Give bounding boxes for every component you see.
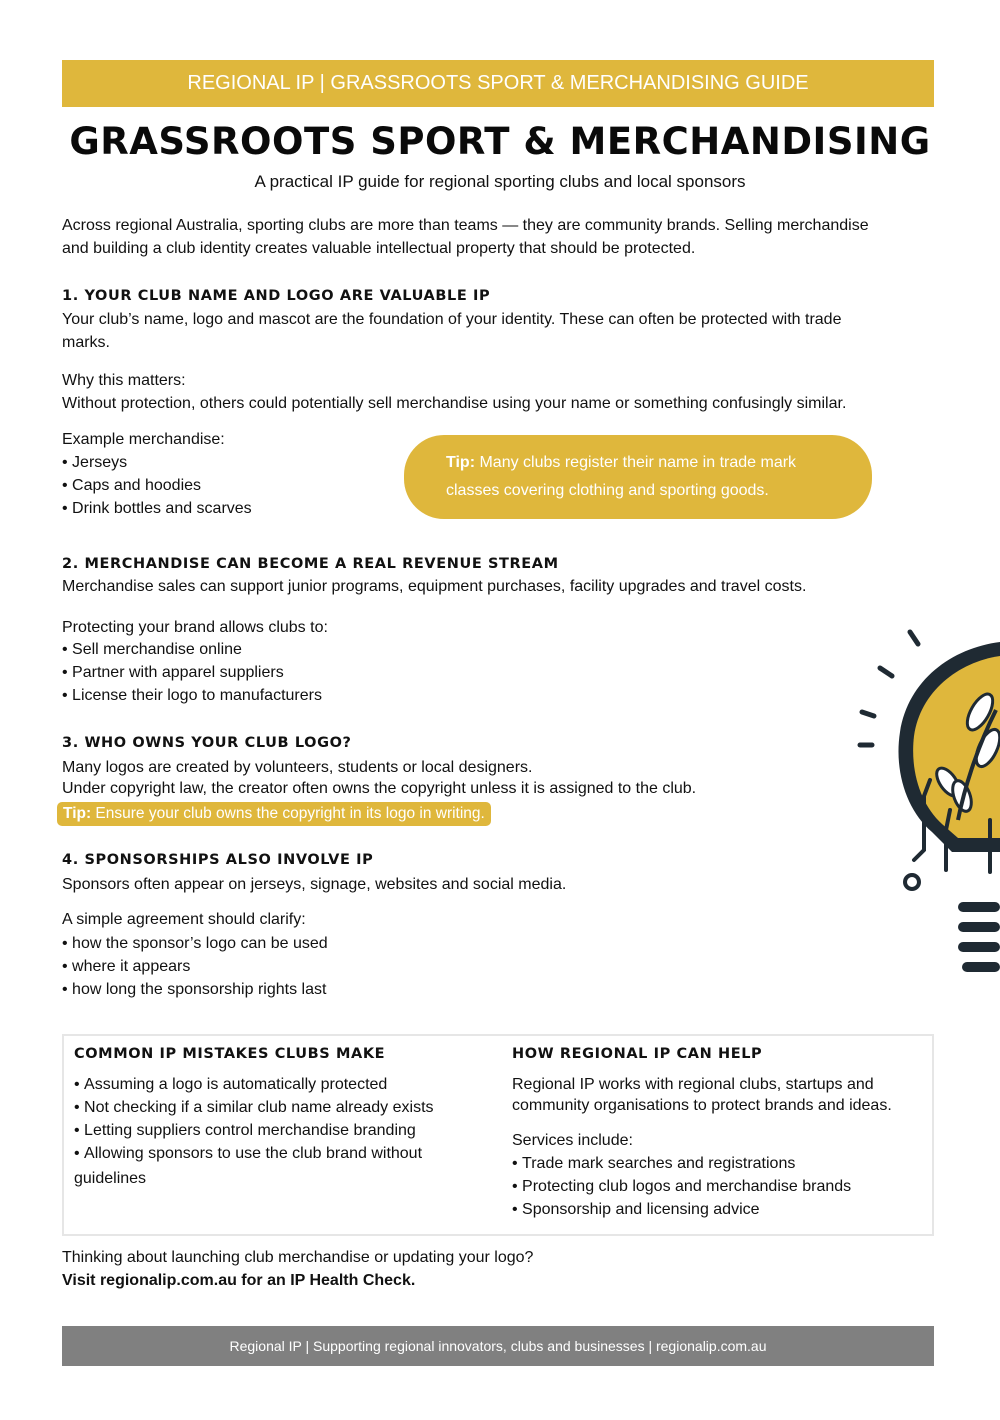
section-4-heading: 4. SPONSORSHIPS ALSO INVOLVE IP — [62, 852, 374, 868]
section-3-line-1: Many logos are created by volunteers, students or local designers. — [62, 759, 533, 776]
list-item: • Not checking if a similar club name already exists — [74, 1096, 434, 1119]
merch-examples-list — [62, 451, 252, 520]
list-item: • where it appears — [62, 955, 328, 978]
cta-link-text[interactable]: Visit regionalip.com.au for an IP Health Check. — [62, 1272, 416, 1289]
mistakes-item-tail: guidelines — [74, 1170, 147, 1187]
section-3-line-2: Under copyright law, the creator often owns the copyright unless it is assigned to the club. — [62, 780, 697, 797]
list-item: • Allowing sponsors to use the club brand without — [74, 1142, 434, 1165]
list-item: • Caps and hoodies — [62, 474, 252, 497]
services-list — [512, 1152, 851, 1221]
copyright-tip — [57, 802, 491, 826]
why-text: Without protection, others could potentially sell merchandise using your name or something confusingly similar. — [62, 395, 847, 412]
list-item: • Letting suppliers control merchandise branding — [74, 1119, 434, 1142]
list-item: • Drink bottles and scarves — [62, 497, 252, 520]
list-item: • how the sponsor’s logo can be used — [62, 932, 328, 955]
services-label: Services include: — [512, 1132, 633, 1149]
tip-label: Tip: — [446, 454, 476, 471]
tip-text-2: classes covering clothing and sporting goods. — [446, 482, 769, 499]
list-item: • how long the sponsorship rights last — [62, 978, 328, 1001]
section-1-body-2: marks. — [62, 334, 110, 351]
footer-bar: Regional IP | Supporting regional innovators, clubs and businesses | regionalip.com.au — [62, 1326, 934, 1366]
list-item: • Assuming a logo is automatically protected — [74, 1073, 434, 1096]
example-label: Example merchandise: — [62, 431, 225, 448]
page-subtitle: A practical IP guide for regional sporting clubs and local sponsors — [254, 172, 746, 191]
brand-benefits-list — [62, 638, 322, 707]
cta-question: Thinking about launching club merchandise or updating your logo? — [62, 1249, 534, 1266]
page-title: GRASSROOTS SPORT & MERCHANDISING — [69, 120, 931, 163]
list-item: • Sponsorship and licensing advice — [512, 1198, 851, 1221]
list-item: • Jerseys — [62, 451, 252, 474]
tip-text: Ensure your club owns the copyright in its logo in writing. — [91, 805, 485, 822]
intro-line-2: and building a club identity creates valuable intellectual property that should be protected. — [62, 240, 696, 257]
list-item: • Protecting club logos and merchandise brands — [512, 1175, 851, 1198]
mistakes-list — [74, 1073, 434, 1165]
list-item: • Partner with apparel suppliers — [62, 661, 322, 684]
info-box — [62, 1034, 934, 1236]
section-2-body: Merchandise sales can support junior programs, equipment purchases, facility upgrades and travel costs. — [62, 578, 807, 595]
mistakes-heading: COMMON IP MISTAKES CLUBS MAKE — [74, 1046, 386, 1062]
intro-line-1: Across regional Australia, sporting clubs are more than teams — they are community brands. Selling merchandise — [62, 217, 869, 234]
trade-mark-tip — [404, 435, 872, 519]
help-body-2: community organisations to protect brands and ideas. — [512, 1097, 892, 1114]
lightbulb-leaf-icon — [840, 620, 1000, 1000]
sponsor-agreement-list — [62, 932, 328, 1001]
section-2-list-label: Protecting your brand allows clubs to: — [62, 619, 328, 636]
help-body-1: Regional IP works with regional clubs, startups and — [512, 1076, 874, 1093]
section-2-heading: 2. MERCHANDISE CAN BECOME A REAL REVENUE STREAM — [62, 556, 559, 572]
list-item: • Sell merchandise online — [62, 638, 322, 661]
help-heading: HOW REGIONAL IP CAN HELP — [512, 1046, 763, 1062]
section-1-heading: 1. YOUR CLUB NAME AND LOGO ARE VALUABLE IP — [62, 288, 491, 304]
tip-label: Tip: — [63, 805, 92, 822]
header-banner: REGIONAL IP | GRASSROOTS SPORT & MERCHANDISING GUIDE — [62, 60, 934, 107]
list-item: • Trade mark searches and registrations — [512, 1152, 851, 1175]
section-1-body-1: Your club’s name, logo and mascot are the foundation of your identity. These can often be protected with trade — [62, 311, 842, 328]
why-label: Why this matters: — [62, 372, 186, 389]
section-4-list-label: A simple agreement should clarify: — [62, 911, 306, 928]
tip-text-1: Many clubs register their name in trade mark — [475, 454, 797, 471]
section-3-heading: 3. WHO OWNS YOUR CLUB LOGO? — [62, 735, 352, 751]
list-item: • License their logo to manufacturers — [62, 684, 322, 707]
section-4-body: Sponsors often appear on jerseys, signage, websites and social media. — [62, 876, 567, 893]
